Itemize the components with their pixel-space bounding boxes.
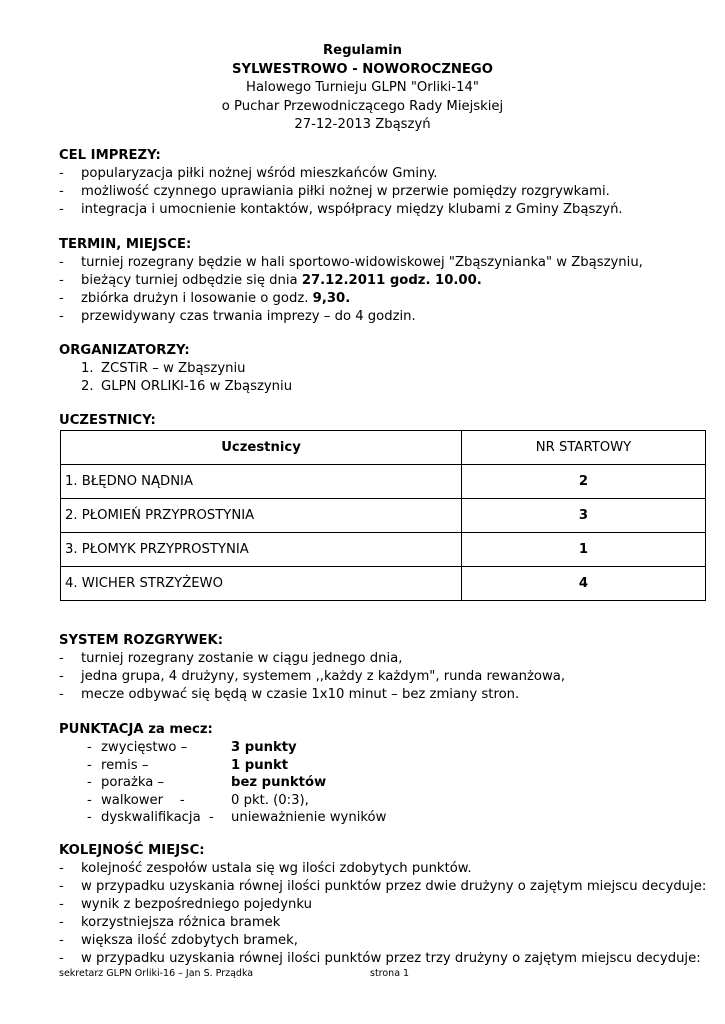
team-name: 1. BŁĘDNO NĄDNIA [61, 465, 462, 499]
list-item: - w przypadku uzyskania równej ilości punktów przez dwie drużyny o zajętym miejscu decyduje: [59, 879, 707, 894]
section-uczestnicy [59, 412, 699, 430]
list-item: - jedna grupa, 4 drużyny, systemem ,,każdy z każdym", runda rewanżowa, [59, 669, 566, 684]
header-event-name: SYLWESTROWO - NOWOROCZNEGO [232, 61, 493, 77]
team-name: 2. PŁOMIEŃ PRZYPROSTYNIA [61, 499, 462, 533]
section-system [59, 632, 699, 704]
score-row-walkover: - walkower - 0 pkt. (0:3), [87, 792, 309, 808]
start-number: 1 [462, 533, 706, 567]
section-title: CEL IMPREZY: [59, 148, 161, 163]
header-cup: o Puchar Przewodniczącego Rady Miejskiej [221, 98, 504, 114]
section-title: UCZESTNICY: [59, 413, 156, 428]
list-item: - zbiórka drużyn i losowanie o godz. 9,30. [59, 291, 351, 306]
list-item: - korzystniejsza różnica bramek [59, 915, 281, 930]
list-item: - możliwość czynnego uprawiania piłki nożnej w przerwie pomiędzy rozgrywkami. [59, 184, 610, 199]
list-item: - większa ilość zdobytych bramek, [59, 933, 298, 948]
start-number: 2 [462, 465, 706, 499]
score-row-win: - zwycięstwo – 3 punkty [87, 740, 297, 755]
participants-table [60, 430, 706, 601]
document-header [0, 42, 725, 135]
list-item: 1. ZCSTiR – w Zbąszyniu [81, 361, 246, 376]
list-item: - popularyzacja piłki nożnej wśród mieszkańców Gminy. [59, 166, 438, 181]
header-date: 27-12-2013 Zbąszyń [294, 117, 431, 132]
start-number: 3 [462, 499, 706, 533]
footer-page-number: strona 1 [370, 968, 410, 979]
score-row-disqualification: - dyskwalifikacja - unieważnienie wyników [87, 810, 387, 825]
section-kolejnosc [59, 842, 707, 968]
table-row [61, 499, 706, 533]
list-item: - w przypadku uzyskania równej ilości punktów przez trzy drużyny o zajętym miejscu decyduje: [59, 951, 701, 966]
score-row-draw: - remis – 1 punkt [87, 757, 289, 773]
table-row [61, 533, 706, 567]
column-header-participants: Uczestnicy [61, 431, 462, 465]
section-punktacja [59, 721, 699, 827]
header-title: Regulamin [323, 43, 402, 58]
section-title: ORGANIZATORZY: [59, 343, 190, 358]
list-item: - turniej rozegrany zostanie w ciągu jednego dnia, [59, 651, 403, 666]
footer-author: sekretarz GLPN Orliki-16 – Jan S. Prządka [59, 968, 254, 979]
list-item: - przewidywany czas trwania imprezy – do 4 godzin. [59, 309, 416, 324]
column-header-start-number: NR STARTOWY [462, 431, 706, 465]
list-item: - kolejność zespołów ustala się wg ilości zdobytych punktów. [59, 861, 472, 876]
section-termin [59, 236, 699, 326]
section-organizatorzy [59, 342, 699, 396]
section-title: TERMIN, MIEJSCE: [59, 237, 192, 252]
section-cel [59, 147, 699, 219]
table-row [61, 567, 706, 601]
header-tournament: Halowego Turnieju GLPN "Orliki-14" [246, 80, 479, 95]
section-title: PUNKTACJA za mecz: [59, 722, 213, 737]
table-header-row [61, 431, 706, 465]
team-name: 4. WICHER STRZYŻEWO [61, 567, 462, 601]
score-row-loss: - porażka – bez punktów [87, 775, 327, 790]
list-item: - turniej rozegrany będzie w hali sportowo-widowiskowej "Zbąszynianka" w Zbąszyniu, [59, 255, 643, 270]
team-name: 3. PŁOMYK PRZYPROSTYNIA [61, 533, 462, 567]
list-item: - wynik z bezpośredniego pojedynku [59, 897, 312, 912]
list-item: - bieżący turniej odbędzie się dnia 27.12.2011 godz. 10.00. [59, 273, 482, 288]
list-item: 2. GLPN ORLIKI-16 w Zbąszyniu [81, 379, 293, 394]
table-row [61, 465, 706, 499]
list-item: - integracja i umocnienie kontaktów, współpracy między klubami z Gminy Zbąszyń. [59, 202, 623, 217]
section-title: KOLEJNOŚĆ MIEJSC: [59, 843, 205, 858]
section-title: SYSTEM ROZGRYWEK: [59, 633, 224, 648]
start-number: 4 [462, 567, 706, 601]
list-item: - mecze odbywać się będą w czasie 1x10 minut – bez zmiany stron. [59, 687, 520, 702]
